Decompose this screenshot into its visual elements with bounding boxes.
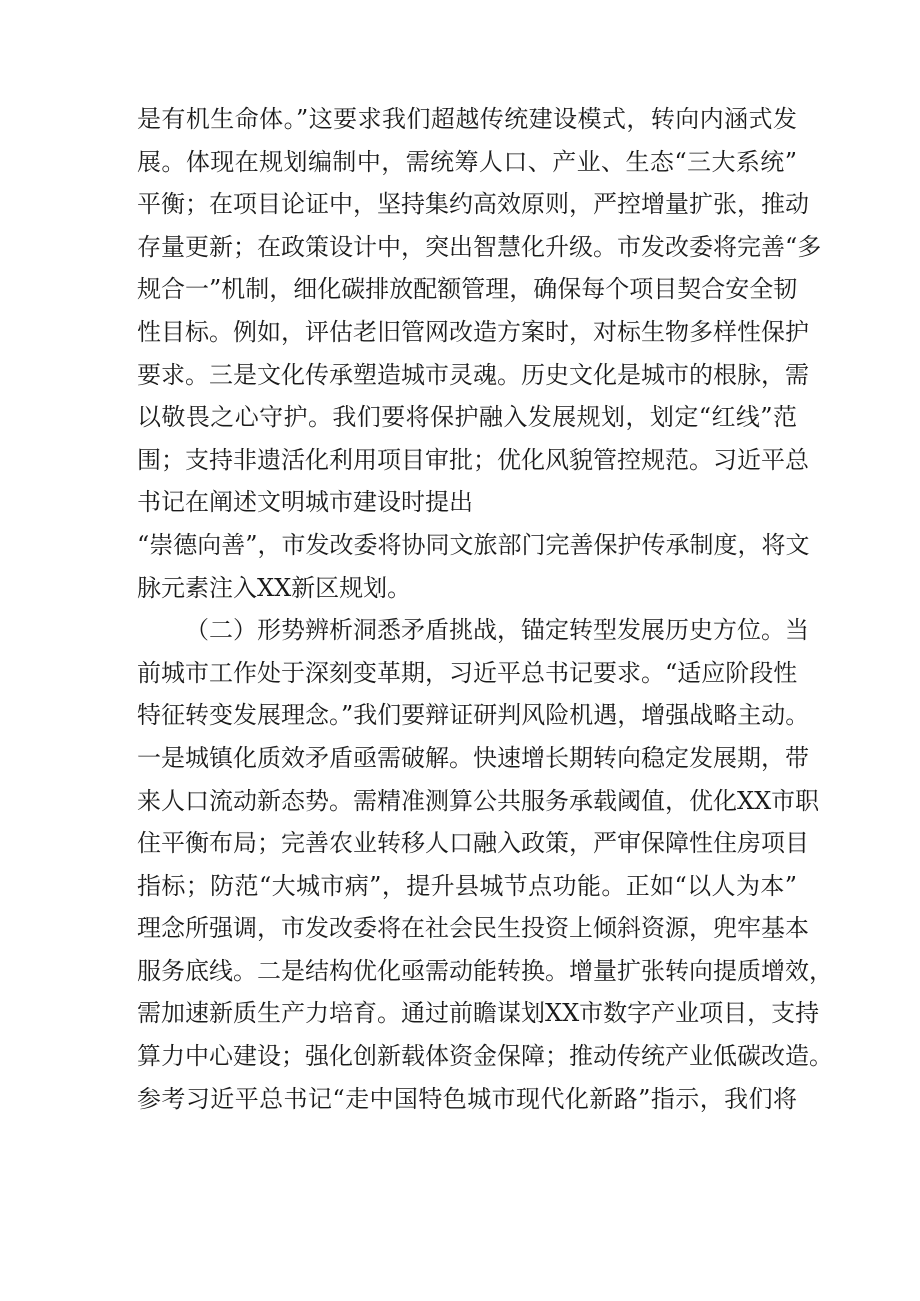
text-line: 指标；防范“大城市病”，提升县城节点功能。正如“以人为本” [137, 871, 797, 900]
text-line: 算力中心建设；强化创新载体资金保障；推动传统产业低碳改造。 [137, 1042, 833, 1071]
text-line: 理念所强调，市发改委将在社会民生投资上倾斜资源，兜牢基本 [137, 914, 809, 943]
text-line: 需加速新质生产力培育。通过前瞻谋划XX市数字产业项目，支持 [137, 999, 820, 1028]
text-line: 围；支持非遗活化利用项目审批；优化风貌管控规范。习近平总 [137, 445, 809, 474]
text-line: 参考习近平总书记“走中国特色城市现代化新路”指示，我们将 [137, 1084, 797, 1113]
text-line: 性目标。例如，评估老旧管网改造方案时，对标生物多样性保护 [137, 317, 809, 346]
text-line: 存量更新；在政策设计中，突出智慧化升级。市发改委将完善“多 [137, 232, 822, 261]
text-line: 是有机生命体。”这要求我们超越传统建设模式，转向内涵式发 [137, 105, 797, 133]
text-line: 平衡；在项目论证中，坚持集约高效原则，严控增量扩张，推动 [137, 190, 809, 219]
text-line: 住平衡布局；完善农业转移人口融入政策，严审保障性住房项目 [137, 829, 809, 858]
paragraph-2 [137, 609, 833, 1120]
text-line: 要求。三是文化传承塑造城市灵魂。历史文化是城市的根脉，需 [137, 360, 809, 389]
text-line: 以敬畏之心守护。我们要将保护融入发展规划，划定“红线”范 [137, 403, 797, 432]
text-line: 来人口流动新态势。需精准测算公共服务承载阈值，优化XX市职 [137, 786, 820, 815]
text-line: “崇德向善”，市发改委将协同文旅部门完善保护传承制度，将文 [137, 530, 810, 559]
paragraph-1 [137, 98, 822, 609]
text-line: 前城市工作处于深刻变革期，习近平总书记要求。“适应阶段性 [137, 658, 798, 687]
text-line: 展。体现在规划编制中，需统筹人口、产业、生态“三大系统” [137, 147, 797, 176]
text-line: 一是城镇化质效矛盾亟需破解。快速增长期转向稳定发展期，带 [137, 743, 809, 772]
text-line: 规合一”机制，细化碳排放配额管理，确保每个项目契合安全韧 [137, 275, 798, 304]
text-line: （二）形势辨析洞悉矛盾挑战，锚定转型发展历史方位。当 [185, 616, 809, 645]
text-line: 书记在阐述文明城市建设时提出 [137, 488, 473, 517]
text-line: 服务底线。二是结构优化亟需动能转换。增量扩张转向提质增效， [137, 956, 833, 985]
body-text [137, 98, 833, 1120]
text-line: 脉元素注入XX新区规划。 [137, 573, 412, 602]
text-line: 特征转变发展理念。”我们要辩证研判风险机遇，增强战略主动。 [137, 701, 810, 730]
